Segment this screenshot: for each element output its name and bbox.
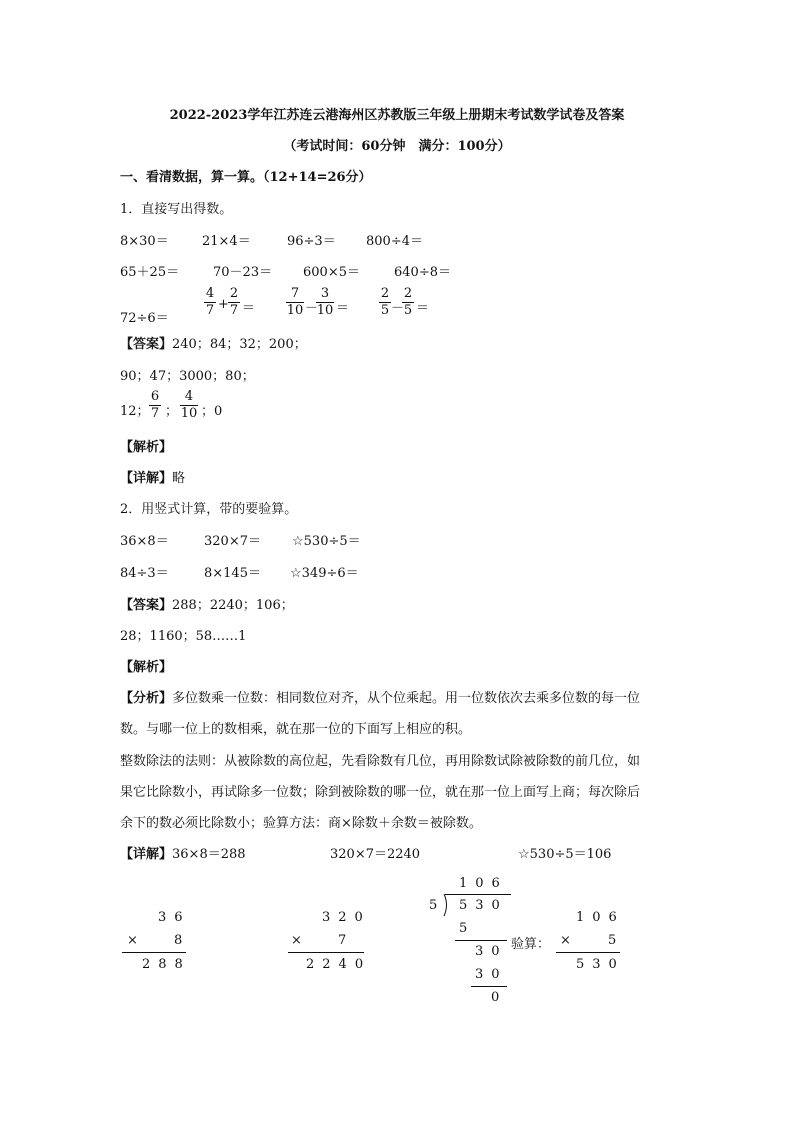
vertical-result: 530 [576,957,625,972]
fraction [149,389,161,422]
q1-item: 600×5＝ [303,265,360,280]
rule-line [556,952,620,953]
q1-item: 72÷6＝ [120,311,169,326]
division-step: 5 [459,921,476,936]
divisor: 5 [429,898,438,913]
division-step: 30 [475,967,508,982]
answer-tag: 【答案】 [120,337,173,352]
analysis-tag: 【解析】 [120,660,173,675]
rule-line [471,986,507,987]
denominator: 5 [380,303,390,318]
detail-line [120,467,185,486]
fraction [286,286,304,319]
division-bar [445,894,511,895]
answer-line: 12； [120,404,150,419]
vertical-result: 288 [142,957,191,972]
operator: + [218,297,229,312]
numerator: 3 [320,286,330,301]
multiply-sign: × [291,933,302,948]
operator: ＝ [416,301,430,316]
analysis-line: 整数除法的法则：从被除数的高位起，先看除数有几位，再用除数试除被除数的前几位，如 [120,754,641,769]
vertical-bottom: 5 [608,933,625,948]
analysis-line: 数。与哪一位上的数相乘，就在那一位的下面写上相应的积。 [120,722,472,737]
division-bracket [440,893,450,917]
q2-item: 84÷3＝ [120,566,169,581]
numerator: 2 [403,286,413,301]
rule-line [288,952,364,953]
operator: － [391,301,405,316]
operator: － [305,301,319,316]
numerator: 6 [150,389,160,404]
q1-item: 21×4＝ [202,234,251,249]
answer-text: 288；2240；106； [172,598,294,613]
q1-item: 800÷4＝ [366,234,423,249]
vertical-result: 2240 [306,957,372,972]
answer-line [120,594,294,613]
question-1-label: 1．直接写出得数。 [120,202,233,217]
detail-tag: 【详解】 [120,471,173,486]
fraction [180,389,198,422]
fraction [379,286,391,319]
analysis-text: 多位数乘一位数：相同数位对齐，从个位乘起。用一位数依次去乘多位数的每一位 [172,691,641,706]
numerator: 4 [184,389,194,404]
rule-line [122,952,186,953]
numerator: 2 [380,286,390,301]
operator: ＝ [242,301,256,316]
denominator: 10 [316,303,334,318]
q2-item: ☆349÷6＝ [290,566,359,581]
question-2-label: 2．用竖式计算，带的要验算。 [120,502,298,517]
exam-info: （考试时间：60分钟 满分：100分） [283,139,511,154]
multiply-sign: × [560,933,571,948]
remainder: 0 [491,990,508,1005]
q2-item: 36×8＝ [120,534,169,549]
detail-text: 320×7＝2240 [330,847,421,862]
answer-line: 28；1160；58……1 [120,629,247,644]
answer-line [120,333,307,352]
denominator: 10 [286,303,304,318]
fraction [204,286,216,319]
dividend: 530 [459,898,508,913]
vertical-top: 106 [576,910,625,925]
q1-item: 65＋25＝ [120,265,180,280]
analysis-line [120,687,640,706]
q1-item: 640÷8＝ [394,265,451,280]
denominator: 7 [229,303,239,318]
denominator: 10 [180,406,198,421]
numerator: 7 [290,286,300,301]
section-heading: 一、看清数据，算一算。（12+14=26分） [120,170,372,185]
detail-line [120,843,246,862]
check-label: 验算： [511,937,551,952]
fraction [228,286,240,319]
quotient: 106 [459,876,508,891]
q1-item: 96÷3＝ [287,234,336,249]
detail-text: 36×8＝288 [172,847,246,862]
answer-line: ；0 [201,404,223,419]
vertical-top: 320 [322,910,371,925]
q1-item: 70－23＝ [213,265,273,280]
numerator: 2 [229,286,239,301]
vertical-top: 36 [158,910,191,925]
page-title: 2022-2023学年江苏连云港海州区苏教版三年级上册期末考试数学试卷及答案 [169,108,625,123]
analysis-tag: 【解析】 [120,440,173,455]
q2-item: ☆530÷5＝ [292,534,361,549]
operator: ＝ [336,301,350,316]
detail-text: 略 [172,471,186,486]
rule-line [455,940,507,941]
multiply-sign: × [127,933,138,948]
answer-tag: 【答案】 [120,598,173,613]
q2-item: 320×7＝ [204,534,261,549]
denominator: 7 [150,406,160,421]
analysis-line: 余下的数必须比除数小；验算方法：商×除数＋余数＝被除数。 [120,816,482,831]
detail-text: ☆530÷5＝106 [518,847,612,862]
division-step: 30 [475,944,508,959]
answer-text: 240；84；32；200； [172,337,307,352]
fenxi-tag: 【分析】 [120,691,173,706]
separator: ； [165,404,179,419]
detail-tag: 【详解】 [120,847,173,862]
denominator: 5 [403,303,413,318]
fraction [316,286,334,319]
numerator: 4 [205,286,215,301]
q1-item: 8×30＝ [120,234,169,249]
vertical-bottom: 8 [174,933,191,948]
denominator: 7 [205,303,215,318]
vertical-bottom: 7 [338,933,355,948]
analysis-line: 果它比除数小，再试除多一位数；除到被除数的哪一位，就在那一位上面写上商；每次除后 [120,785,641,800]
q2-item: 8×145＝ [204,566,261,581]
answer-line: 90；47；3000；80； [120,369,255,384]
fraction [402,286,414,319]
